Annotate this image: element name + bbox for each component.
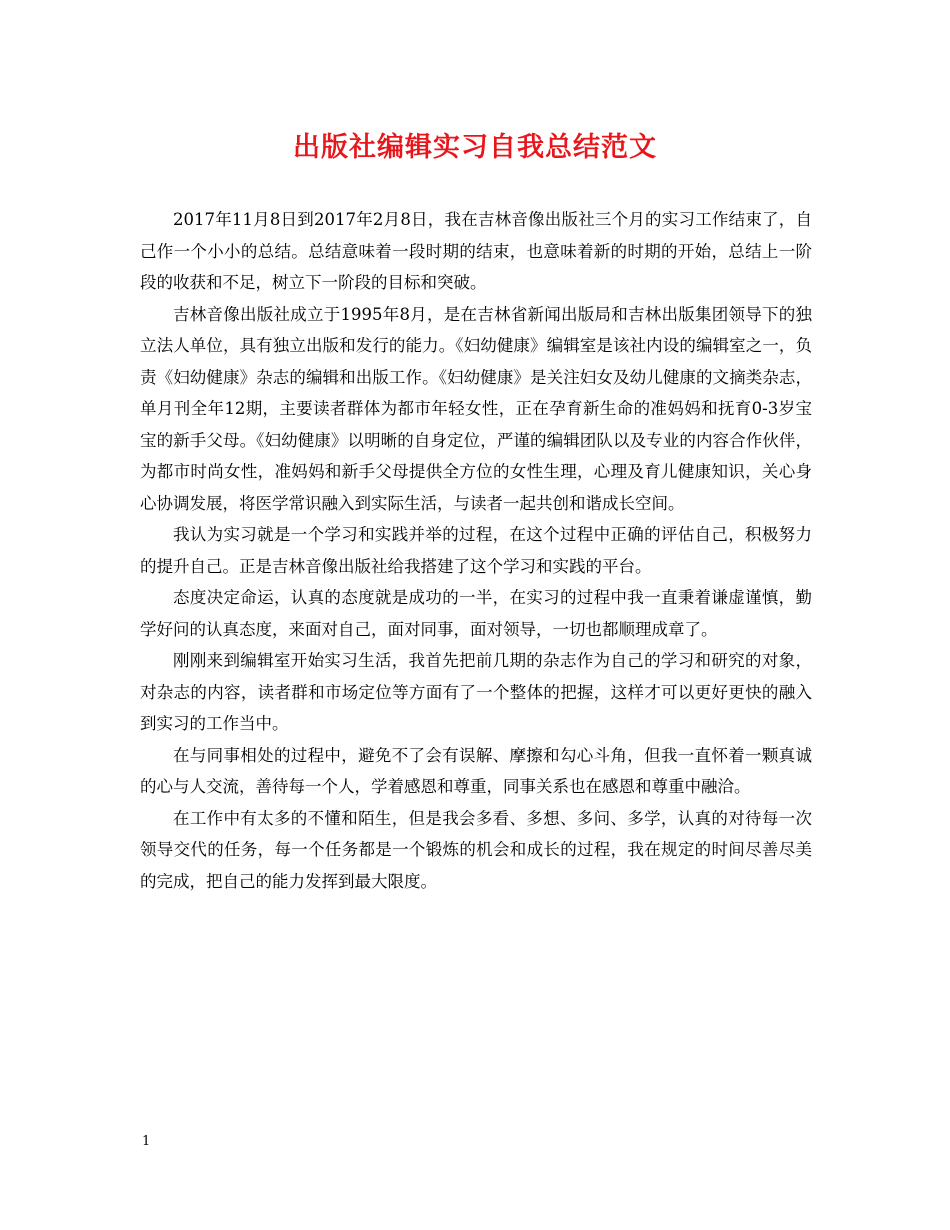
paragraph: 吉林音像出版社成立于1995年8月，是在吉林省新闻出版局和吉林出版集团领导下的独立法人单位，具有独立出版和发行的能力。《妇幼健康》编辑室是该社内设的编辑室之一，负责《妇幼健康》杂志的编辑和出版工作。《妇幼健康》是关注妇女及幼儿健康的文摘类杂志，单月刊全年12期，主要读者群体为都市年轻女性，正在孕育新生命的准妈妈和抚育0-3岁宝宝的新手父母。《妇幼健康》以明晰的自身定位，严谨的编辑团队以及专业的内容合作伙伴，为都市时尚女性，准妈妈和新手父母提供全方位的女性生理，心理及育儿健康知识，关心身心协调发展，将医学常识融入到实际生活，与读者一起共创和谐成长空间。 bbox=[140, 304, 812, 513]
document-title: 出版社编辑实习自我总结范文 bbox=[293, 132, 657, 163]
document-body bbox=[140, 204, 812, 897]
paragraph: 刚刚来到编辑室开始实习生活，我首先把前几期的杂志作为自己的学习和研究的对象，对杂志的内容，读者群和市场定位等方面有了一个整体的把握，这样才可以更好更快的融入到实习的工作当中。 bbox=[140, 651, 812, 733]
paragraph: 在工作中有太多的不懂和陌生，但是我会多看、多想、多问、多学，认真的对待每一次领导交代的任务，每一个任务都是一个锻炼的机会和成长的过程，我在规定的时间尽善尽美的完成，把自己的能力发挥到最大限度。 bbox=[140, 808, 812, 891]
paragraph: 态度决定命运，认真的态度就是成功的一半，在实习的过程中我一直秉着谦虚谨慎，勤学好问的认真态度，来面对自己，面对同事，面对领导，一切也都顺理成章了。 bbox=[140, 588, 812, 639]
paragraph: 2017年11月8日到2017年2月8日，我在吉林音像出版社三个月的实习工作结束了，自己作一个小小的总结。总结意味着一段时期的结束，也意味着新的时期的开始，总结上一阶段的收获和不足，树立下一阶段的目标和突破。 bbox=[140, 210, 812, 292]
paragraph: 我认为实习就是一个学习和实践并举的过程，在这个过程中正确的评估自己，积极努力的提升自己。正是吉林音像出版社给我搭建了这个学习和实践的平台。 bbox=[140, 525, 812, 576]
paragraph: 在与同事相处的过程中，避免不了会有误解、摩擦和勾心斗角，但我一直怀着一颗真诚的心与人交流，善待每一个人，学着感恩和尊重，同事关系也在感恩和尊重中融洽。 bbox=[140, 745, 812, 796]
page-number: 1 bbox=[142, 1134, 151, 1149]
